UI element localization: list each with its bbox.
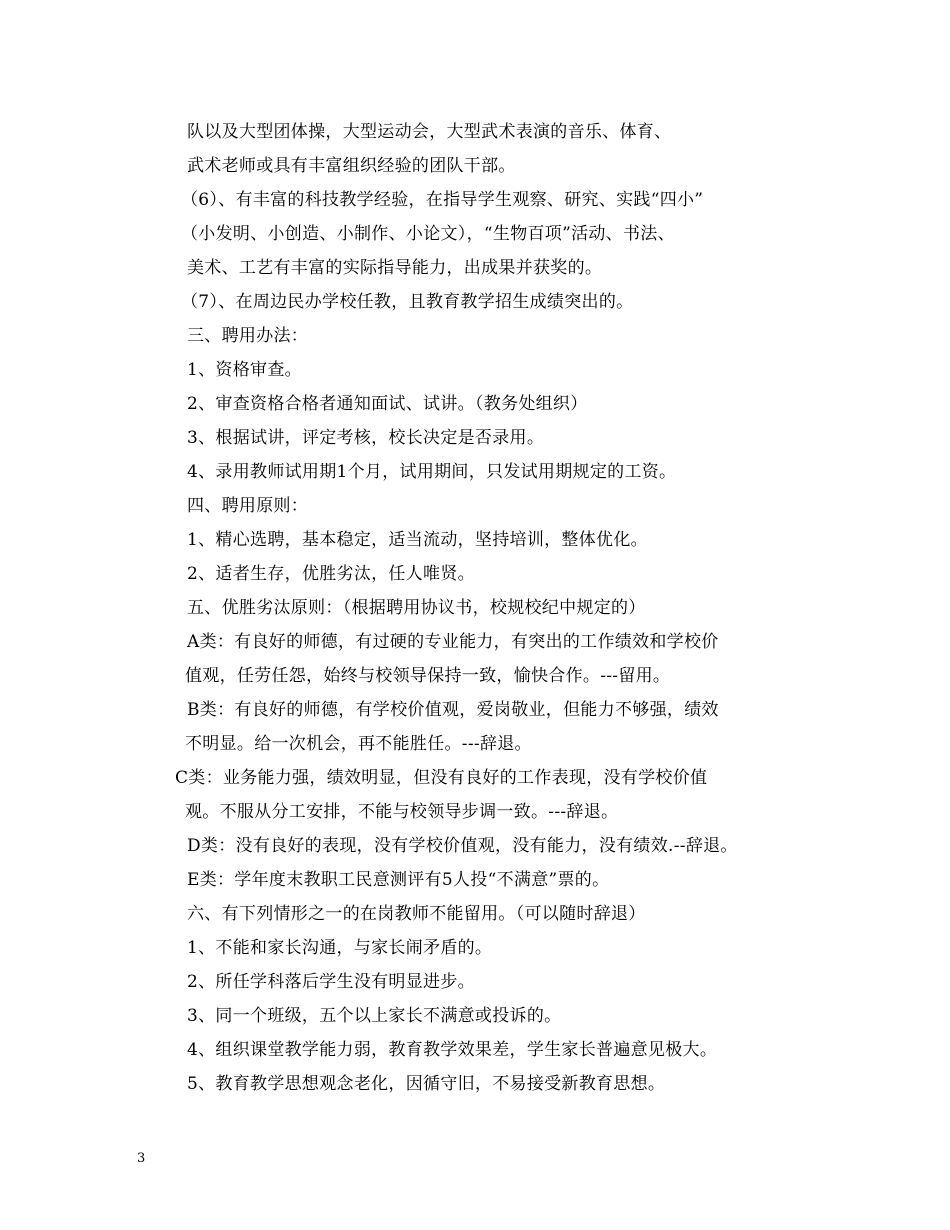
- section-heading: 六、有下列情形之一的在岗教师不能留用。（可以随时辞退）: [187, 904, 646, 924]
- section-heading: 五、优胜劣汰原则：（根据聘用协议书，校规校纪中规定的）: [187, 598, 646, 618]
- text-line: 1、不能和家长沟通，与家长闹矛盾的。: [187, 938, 493, 958]
- text-line: 2、适者生存，优胜劣汰，任人唯贤。: [187, 564, 475, 584]
- text-line: C类：业务能力强，绩效明显，但没有良好的工作表现，没有学校价值: [175, 768, 708, 788]
- text-line: 观。不服从分工安排，不能与校领导步调一致。---辞退。: [185, 802, 619, 822]
- text-line: 4、组织课堂教学能力弱，教育教学效果差，学生家长普遍意见极大。: [187, 1040, 718, 1060]
- text-line: 1、资格审查。: [187, 360, 302, 380]
- text-line: 2、所任学科落后学生没有明显进步。: [187, 972, 475, 992]
- page-number: 3: [137, 1151, 146, 1166]
- text-line: 5、教育教学思想观念老化，因循守旧，不易接受新教育思想。: [187, 1074, 666, 1094]
- text-line: 美术、工艺有丰富的实际指导能力，出成果并获奖的。: [187, 258, 603, 278]
- text-line: 武术老师或具有丰富组织经验的团队干部。: [187, 156, 516, 176]
- text-line: 2、审查资格合格者通知面试、试讲。（教务处组织）: [187, 394, 588, 414]
- text-line: （小发明、小创造、小制作、小论文），“生物百项”活动、书法、: [181, 224, 675, 244]
- text-line: B类：有良好的师德，有学校价值观，爱岗敬业，但能力不够强，绩效: [187, 700, 719, 720]
- section-heading: 三、聘用办法：: [187, 326, 309, 346]
- text-line: 值观，任劳任怨，始终与校领导保持一致，愉快合作。---留用。: [185, 666, 671, 686]
- text-line: 3、同一个班级，五个以上家长不满意或投诉的。: [187, 1006, 562, 1026]
- text-line: （6）、有丰富的科技教学经验，在指导学生观察、研究、实践“四小”: [181, 190, 704, 210]
- text-line: 4、录用教师试用期1个月，试用期间，只发试用期规定的工资。: [187, 462, 677, 482]
- text-line: 1、精心选聘，基本稳定，适当流动，坚持培训，整体优化。: [187, 530, 648, 550]
- text-line: 不明显。给一次机会，再不能胜任。---辞退。: [185, 734, 532, 754]
- text-line: E类：学年度末教职工民意测评有5人投“不满意”票的。: [187, 870, 610, 890]
- text-line: 3、根据试讲，评定考核，校长决定是否录用。: [187, 428, 545, 448]
- text-line: D类：没有良好的表现，没有学校价值观，没有能力，没有绩效.--辞退。: [187, 836, 738, 856]
- section-heading: 四、聘用原则：: [187, 496, 309, 516]
- text-line: 队以及大型团体操，大型运动会，大型武术表演的音乐、体育、: [187, 122, 672, 142]
- text-line: A类：有良好的师德，有过硬的专业能力，有突出的工作绩效和学校价: [187, 632, 719, 652]
- text-line: （7）、在周边民办学校任教，且教育教学招生成绩突出的。: [181, 292, 634, 312]
